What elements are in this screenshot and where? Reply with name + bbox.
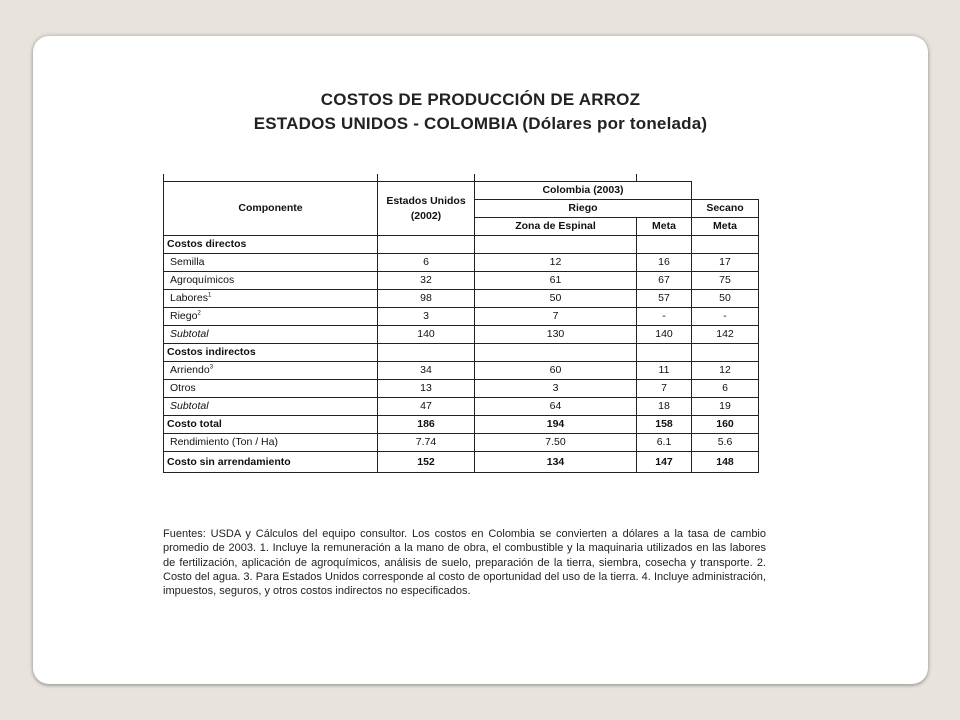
section-row-indirectos [164,344,759,362]
row-label: Subtotal [164,326,378,344]
row-label: Rendimiento (Ton / Ha) [164,434,378,452]
table-row [164,398,759,416]
row-label-cell [164,308,378,326]
cell-us: 3 [378,308,475,326]
cell-us: 152 [378,452,475,473]
header-componente: Componente [164,182,378,236]
header-riego: Riego [475,200,692,218]
table-row [164,380,759,398]
cell-espinal: 130 [475,326,637,344]
cell-meta-secano: 6 [692,380,759,398]
header-meta-riego: Meta [637,218,692,236]
row-label-cell [164,290,378,308]
cell-espinal: 134 [475,452,637,473]
table-row-total [164,416,759,434]
cell-us: 6 [378,254,475,272]
row-label: Labores [170,292,208,304]
table-row [164,308,759,326]
cell-meta-secano: 12 [692,362,759,380]
header-estados-unidos: Estados Unidos (2002) [378,182,475,236]
section-label: Costos directos [164,236,378,254]
header-secano: Secano [692,200,759,218]
cell-espinal: 7 [475,308,637,326]
header-colombia: Colombia (2003) [475,182,692,200]
cell-us: 34 [378,362,475,380]
table-row [164,362,759,380]
cell-meta-secano: 160 [692,416,759,434]
cell-us: 47 [378,398,475,416]
cell-espinal: 194 [475,416,637,434]
cell-espinal: 3 [475,380,637,398]
table-title: COSTOS DE PRODUCCIÓN DE ARROZ [320,90,641,109]
row-label: Otros [164,380,378,398]
cell-espinal: 7.50 [475,434,637,452]
cell-meta-riego: 147 [637,452,692,473]
row-label: Riego [170,310,198,322]
cell-us: 140 [378,326,475,344]
header-meta-secano: Meta [692,218,759,236]
footnote-marker: 2 [197,310,201,317]
slide [33,36,928,684]
row-label: Costo sin arrendamiento [164,452,378,473]
row-label: Costo total [164,416,378,434]
cell-us: 32 [378,272,475,290]
cell-meta-secano: 17 [692,254,759,272]
cost-table [163,174,759,473]
table-row [164,290,759,308]
cell-espinal: 50 [475,290,637,308]
table-row [164,254,759,272]
cell-espinal: 61 [475,272,637,290]
cell-meta-secano: 50 [692,290,759,308]
header-row-1 [164,182,759,200]
cell-us: 98 [378,290,475,308]
cell-meta-secano: 142 [692,326,759,344]
cell-espinal: 12 [475,254,637,272]
row-label: Agroquímicos [164,272,378,290]
cell-meta-riego: 57 [637,290,692,308]
cell-us: 7.74 [378,434,475,452]
row-label-cell [164,362,378,380]
table-subtitle: ESTADOS UNIDOS - COLOMBIA (Dólares por tonelada) [253,114,708,133]
cell-meta-secano: 5.6 [692,434,759,452]
cell-meta-secano: - [692,308,759,326]
footnote-marker: 3 [209,364,214,371]
cell-meta-riego: 6.1 [637,434,692,452]
table-row [164,272,759,290]
cell-meta-riego: 11 [637,362,692,380]
table-row-sin-arrendamiento [164,452,759,473]
cell-meta-riego: 140 [637,326,692,344]
cell-meta-riego: 16 [637,254,692,272]
cell-espinal: 64 [475,398,637,416]
cell-espinal: 60 [475,362,637,380]
table-row [164,434,759,452]
section-label: Costos indirectos [164,344,378,362]
row-label: Subtotal [164,398,378,416]
cell-meta-riego: 7 [637,380,692,398]
footnote-marker: 1 [207,292,212,299]
row-label: Arriendo [170,364,210,376]
cell-meta-secano: 19 [692,398,759,416]
header-zona-espinal: Zona de Espinal [475,218,637,236]
row-label: Semilla [164,254,378,272]
cell-meta-secano: 148 [692,452,759,473]
cell-us: 13 [378,380,475,398]
table-row [164,326,759,344]
header-tick-row [164,174,759,182]
cell-meta-riego: 67 [637,272,692,290]
section-row-directos [164,236,759,254]
cell-meta-riego: 18 [637,398,692,416]
cell-meta-secano: 75 [692,272,759,290]
footnote-text: Fuentes: USDA y Cálculos del equipo consultor. Los costos en Colombia se convierten a dólares a la tasa de cambio promedio de 2003. 1. Incluye la remuneración a la mano de obra, el combustible y la maquinaria utilizados en las labores de fertilización, aplicación de agroquímicos, análisis de suelo, preparación de la tierra, siembra, cosecha y transporte. 2. Costo del agua. 3. Para Estados Unidos corresponde al costo de oportunidad del uso de la tierra. 4. Incluye administración, impuestos, seguros, y otros costos indirectos no especificados. [163,528,766,598]
cell-us: 186 [378,416,475,434]
cell-meta-riego: - [637,308,692,326]
cell-meta-riego: 158 [637,416,692,434]
